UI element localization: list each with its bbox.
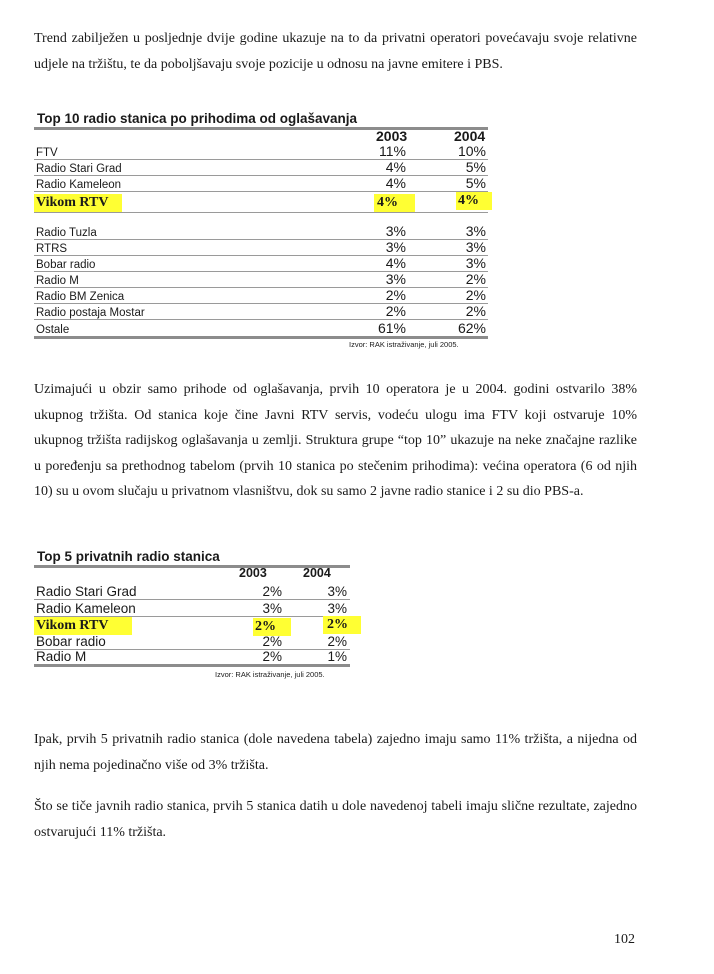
table-row-highlighted [34, 617, 350, 633]
table-row-highlighted [34, 192, 488, 213]
station-name: Radio Kameleon [36, 601, 136, 616]
share-2003: 4% [385, 159, 406, 175]
table-row [34, 176, 488, 192]
highlighted-share-2003: 2% [253, 618, 291, 636]
table-row [34, 240, 488, 256]
table-title-rule [34, 127, 488, 130]
share-2004: 2% [465, 287, 486, 303]
share-2004: 2% [327, 634, 347, 649]
private-stations-paragraph: Ipak, prvih 5 privatnih radio stanica (dole navedena tabela) zajedno imaju samo 11% tržišta, a nijedna od njih nema pojedinačno više od 3% tržišta. [34, 732, 637, 773]
table-row [34, 633, 350, 650]
station-name: Radio M [36, 275, 79, 287]
station-name: Bobar radio [36, 259, 96, 271]
table-title: Top 10 radio stanica po prihodima od oglašavanja [37, 111, 358, 126]
share-2003: 4% [385, 255, 406, 271]
share-2004: 5% [465, 175, 486, 191]
table-row [34, 650, 350, 667]
share-2003: 4% [385, 175, 406, 191]
column-header-2004: 2004 [303, 566, 331, 580]
analysis-paragraph: Uzimajući u obzir samo prihode od oglašavanja, prvih 10 operatora je u 2004. godini ostvarilo 38% ukupnog tržišta. Od stanica koje čine Javni RTV servis, vodeću ulogu ima FTV koji ostvaruje 10% ukupnog tržišta radijskog oglašavanja u zemlji. Struktura grupe “top 10” ukazuje na neke značajne razlike u poređenju sa prethodnog tabelom (prvih 10 stanica po stečenim prihodima): većina operatora (6 od njih 10) su u ovom slučaju u privatnom vlasništvu, dok su samo 2 javne radio stanice i 2 su dio PBS-a. [34, 382, 637, 499]
share-2004: 3% [465, 255, 486, 271]
highlighted-share-2004: 2% [323, 616, 361, 634]
station-name: Radio Tuzla [36, 227, 97, 239]
share-2004: 2% [465, 271, 486, 287]
share-2004: 5% [465, 159, 486, 175]
station-name: Bobar radio [36, 634, 106, 649]
table-row [34, 272, 488, 288]
highlighted-share-2004: 4% [456, 192, 492, 210]
share-2003: 2% [262, 584, 282, 599]
station-name: Radio BM Zenica [36, 291, 125, 303]
share-2004: 3% [327, 601, 347, 616]
page-number: 102 [614, 932, 635, 947]
table-row [34, 600, 350, 617]
table-title: Top 5 privatnih radio stanica [37, 549, 220, 564]
share-2004: 2% [465, 303, 486, 319]
column-header-2004: 2004 [454, 128, 486, 144]
table-row [34, 160, 488, 176]
share-2004: 1% [327, 649, 347, 664]
station-name: Radio postaja Mostar [36, 307, 145, 319]
top10-revenue-table [34, 108, 488, 353]
share-2003: 2% [385, 287, 406, 303]
table-row [34, 144, 488, 160]
table-row [34, 582, 350, 600]
column-header-2003: 2003 [376, 128, 408, 144]
table-source: Izvor: RAK istraživanje, juli 2005. [349, 340, 459, 349]
station-name: Ostale [36, 324, 70, 336]
highlighted-station-name: Vikom RTV [34, 194, 122, 212]
highlighted-share-2003: 4% [374, 194, 415, 212]
station-name: Radio M [36, 649, 87, 664]
share-2003: 2% [262, 634, 282, 649]
station-name: Radio Kameleon [36, 179, 122, 191]
share-2003: 61% [377, 320, 406, 336]
station-name: RTRS [36, 243, 68, 255]
column-header-2003: 2003 [239, 566, 267, 580]
station-name: Radio Stari Grad [36, 584, 137, 599]
share-2003: 2% [262, 649, 282, 664]
public-stations-paragraph: Što se tiče javnih radio stanica, prvih 5 stanica datih u dole navedenoj tabeli imaju slične rezultate, zajedno ostvarujući 11% tržišta. [34, 799, 637, 840]
share-2004: 3% [327, 584, 347, 599]
share-2004: 3% [465, 223, 486, 239]
table-row [34, 320, 488, 339]
station-name: Radio Stari Grad [36, 163, 122, 175]
table-row [34, 214, 488, 240]
share-2003: 3% [385, 223, 406, 239]
share-2003: 3% [385, 271, 406, 287]
share-2003: 2% [385, 303, 406, 319]
table-row [34, 256, 488, 272]
top5-private-table [34, 547, 354, 687]
share-2003: 3% [385, 239, 406, 255]
highlighted-station-name: Vikom RTV [34, 617, 132, 635]
table-source: Izvor: RAK istraživanje, juli 2005. [215, 670, 325, 679]
station-name: FTV [36, 147, 58, 159]
table-row [34, 288, 488, 304]
share-2003: 3% [262, 601, 282, 616]
share-2004: 3% [465, 239, 486, 255]
share-2004: 62% [457, 320, 486, 336]
intro-paragraph: Trend zabilježen u posljednje dvije godine ukazuje na to da privatni operatori povećavaju svoje relativne udjele na tržištu, te da poboljšavaju svoje pozicije u odnosu na javne emitere i PBS. [34, 31, 637, 72]
share-2004: 10% [457, 143, 486, 159]
table-row [34, 304, 488, 320]
share-2003: 11% [379, 143, 406, 159]
